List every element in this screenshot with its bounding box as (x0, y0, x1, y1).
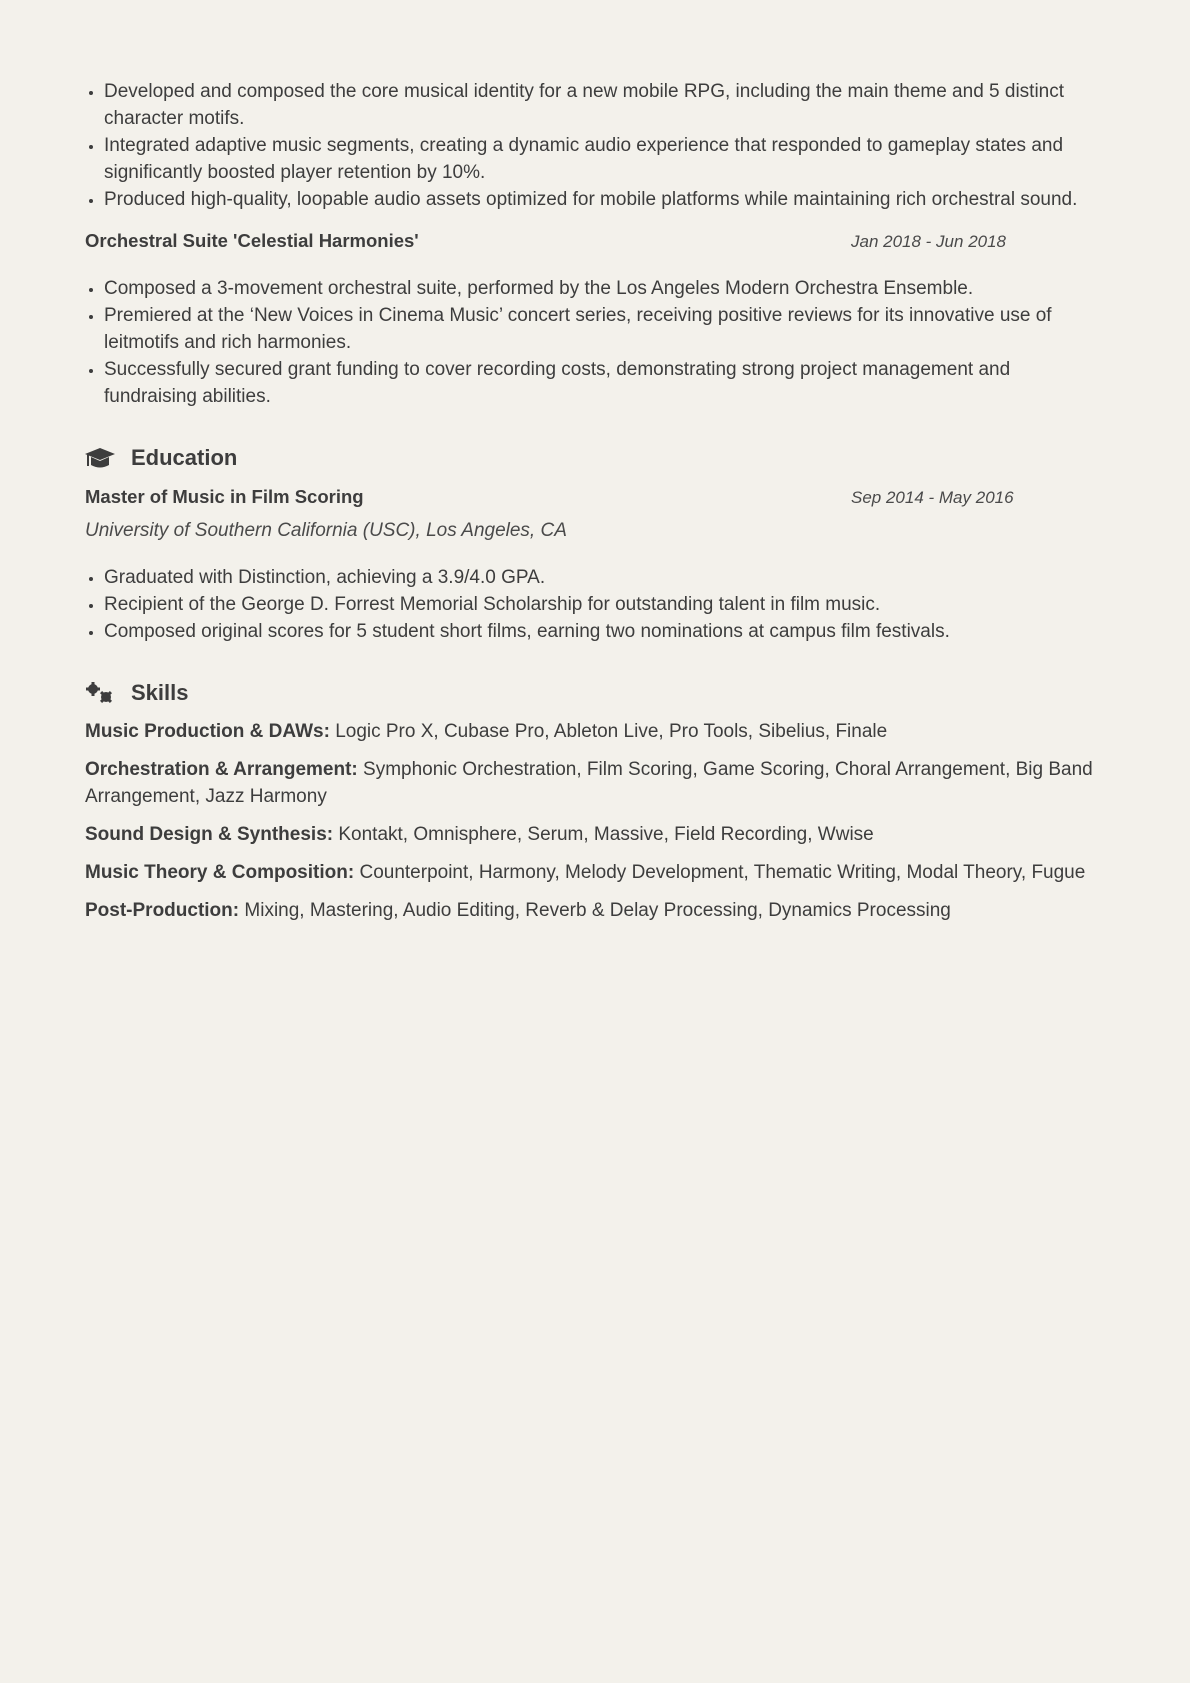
skill-value: Symphonic Orchestration, Film Scoring, Game Scoring, Choral Arrangement, Big Band Arrangement, Jazz Harmony (85, 759, 1093, 807)
bullet: • Integrated adaptive music segments, creating a dynamic audio experience that responded to gameplay states and significantly boosted player retention by 10%. (104, 132, 1105, 186)
skills-heading (85, 679, 1105, 706)
bullet: • Composed a 3-movement orchestral suite, performed by the Los Angeles Modern Orchestra Ensemble. (104, 275, 1105, 302)
skill-value: Logic Pro X, Cubase Pro, Ableton Live, Pro Tools, Sibelius, Finale (335, 721, 888, 742)
section-title: Skills (131, 680, 189, 705)
skill-row (85, 897, 1105, 924)
skills-list (85, 718, 1105, 924)
bullet: • Recipient of the George D. Forrest Memorial Scholarship for outstanding talent in film music. (104, 591, 1105, 618)
school: University of Southern California (USC), Los Angeles, CA (85, 520, 567, 541)
education-bullets (85, 564, 1105, 645)
degree: Master of Music in Film Scoring (85, 486, 364, 507)
skill-row (85, 756, 1105, 810)
project-bullets (85, 275, 1105, 410)
skill-value: Counterpoint, Harmony, Melody Development, Thematic Writing, Modal Theory, Fugue (359, 862, 1086, 883)
education-date: Sep 2014 - May 2016 (851, 488, 1014, 507)
bullet: • Developed and composed the core musical identity for a new mobile RPG, including the main theme and 5 distinct character motifs. (104, 78, 1105, 132)
bullet: • Premiered at the ‘New Voices in Cinema Music’ concert series, receiving positive reviews for its innovative use of leitmotifs and rich harmonies. (104, 302, 1105, 356)
education-header (85, 483, 1105, 511)
skill-label: Sound Design & Synthesis: (85, 824, 334, 845)
skill-value: Kontakt, Omnisphere, Serum, Massive, Field Recording, Wwise (338, 824, 874, 845)
skill-row (85, 859, 1105, 886)
bullet: • Graduated with Distinction, achieving a 3.9/4.0 GPA. (104, 564, 1105, 591)
experience-bullets (85, 78, 1105, 213)
gears-icon (85, 681, 115, 705)
project-header (85, 227, 1105, 255)
education-heading (85, 444, 1105, 471)
skill-label: Music Production & DAWs: (85, 721, 330, 742)
skill-label: Orchestration & Arrangement: (85, 759, 358, 780)
graduation-cap-icon (85, 446, 115, 470)
skill-label: Music Theory & Composition: (85, 862, 355, 883)
bullet: • Produced high-quality, loopable audio assets optimized for mobile platforms while maintaining rich orchestral sound. (104, 186, 1105, 213)
skill-row (85, 821, 1105, 848)
bullet: • Successfully secured grant funding to cover recording costs, demonstrating strong project management and fundraising abilities. (104, 356, 1105, 410)
skill-value: Mixing, Mastering, Audio Editing, Reverb & Delay Processing, Dynamics Processing (244, 900, 951, 921)
skill-label: Post-Production: (85, 900, 240, 921)
bullet: • Composed original scores for 5 student short films, earning two nominations at campus film festivals. (104, 618, 1105, 645)
section-title: Education (131, 445, 238, 470)
project-title: Orchestral Suite 'Celestial Harmonies' (85, 230, 419, 251)
project-date: Jan 2018 - Jun 2018 (851, 232, 1007, 251)
skill-row (85, 718, 1105, 745)
